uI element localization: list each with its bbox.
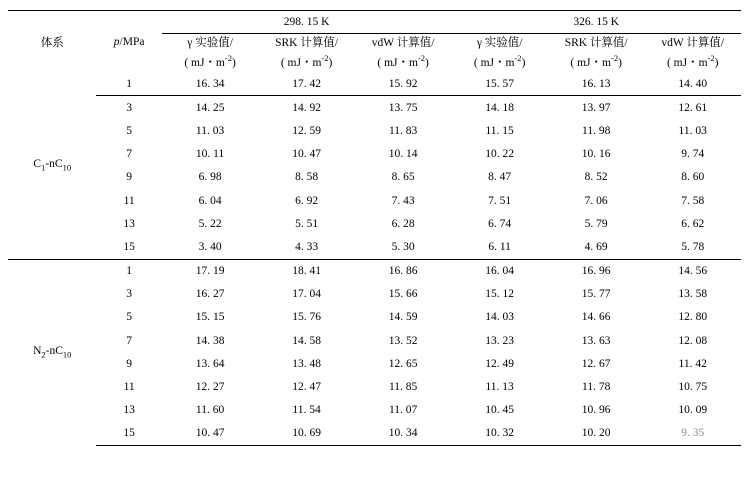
- table-row: [8, 143, 741, 166]
- header-label-line1: γ 实验值/: [476, 36, 523, 49]
- header-col-srk-326: [548, 34, 645, 73]
- cell-value: 10. 45: [485, 404, 515, 417]
- header-label-line2: ( mJ・$m^{-2}$): [473, 52, 526, 69]
- cell-value: 10. 69: [258, 422, 355, 446]
- cell-value: 14. 59: [388, 311, 418, 324]
- cell-value: 7. 51: [488, 194, 512, 207]
- cell-value: 8. 65: [391, 171, 415, 184]
- cell-value: 12. 59: [292, 124, 321, 137]
- cell-value: 8. 52: [584, 171, 608, 184]
- table-row: [8, 189, 741, 212]
- cell-value: 11. 42: [678, 357, 707, 370]
- cell-value: 10. 47: [162, 422, 259, 446]
- cell-pressure: 9: [126, 357, 133, 370]
- header-temp-group-2-label: 326. 15 K: [573, 16, 620, 28]
- header-temp-group-1-label: 298. 15 K: [283, 16, 330, 28]
- cell-value: 6. 28: [391, 217, 415, 230]
- header-label-line1: vdW 计算值/: [371, 36, 435, 49]
- cell-value: 5. 51: [295, 217, 319, 230]
- header-label-line2: ( mJ・$m^{-2}$): [377, 52, 429, 69]
- cell-value: 17. 19: [195, 265, 225, 278]
- cell-value: 6. 04: [198, 194, 222, 207]
- cell-value: 5. 78: [644, 235, 741, 259]
- cell-value: 14. 38: [195, 334, 225, 347]
- cell-value: 11. 03: [195, 124, 225, 137]
- cell-value: 9. 74: [681, 148, 705, 161]
- cell-value: 12. 27: [195, 381, 225, 394]
- header-label-line1: γ 实验值/: [187, 36, 233, 49]
- cell-value: 9. 35: [644, 422, 741, 446]
- cell-value: 15. 12: [485, 288, 515, 301]
- cell-value: 14. 58: [292, 334, 321, 347]
- cell-value: 14. 92: [292, 101, 321, 114]
- cell-value: 10. 75: [678, 381, 708, 394]
- table-row: [8, 306, 741, 329]
- cell-value: 4. 69: [548, 235, 645, 259]
- cell-value: 16. 34: [162, 72, 259, 96]
- cell-pressure: 1: [126, 265, 133, 278]
- cell-value: 17. 04: [292, 288, 321, 301]
- table-row: [8, 235, 741, 259]
- table-row: [8, 399, 741, 422]
- cell-value: 13. 64: [195, 357, 225, 370]
- header-col-srk-298: [258, 34, 355, 73]
- cell-pressure: 7: [126, 148, 133, 161]
- header-label-line1: SRK 计算值/: [564, 36, 628, 49]
- cell-value: 16. 04: [485, 265, 515, 278]
- header-col-gamma-exp-298: [162, 34, 259, 73]
- cell-value: 11. 85: [388, 381, 418, 394]
- cell-value: 8. 60: [681, 171, 705, 184]
- cell-value: 16. 96: [581, 265, 611, 278]
- cell-value: 14. 40: [644, 72, 741, 96]
- cell-value: 7. 06: [584, 194, 608, 207]
- header-system-label: 体系: [40, 36, 64, 49]
- cell-value: 18. 41: [292, 265, 321, 278]
- cell-value: 7. 58: [681, 194, 705, 207]
- table-row: [8, 283, 741, 306]
- cell-pressure: 15: [96, 235, 161, 259]
- cell-value: 15. 57: [451, 72, 548, 96]
- header-label-line2: ( mJ・$m^{-2}$): [280, 52, 333, 69]
- cell-value: 12. 67: [581, 357, 611, 370]
- cell-value: 13. 23: [485, 334, 515, 347]
- cell-value: 12. 08: [678, 334, 708, 347]
- cell-value: 6. 62: [681, 217, 705, 230]
- header-pressure-unit: /MPa: [119, 35, 145, 48]
- cell-value: 11. 78: [582, 381, 611, 394]
- cell-value: 4. 33: [258, 235, 355, 259]
- cell-value: 11. 98: [582, 124, 611, 137]
- table-row: [8, 166, 741, 189]
- header-temp-group-1: [162, 11, 452, 34]
- header-col-gamma-exp-326: [451, 34, 548, 73]
- cell-value: 8. 58: [295, 171, 319, 184]
- cell-value: 12. 47: [292, 381, 321, 394]
- cell-value: 10. 20: [548, 422, 645, 446]
- table-row: [8, 375, 741, 398]
- cell-value: 11. 15: [485, 124, 514, 137]
- cell-pressure: 11: [123, 381, 135, 394]
- cell-value: 6. 74: [488, 217, 512, 230]
- header-pressure-symbol: p: [113, 35, 120, 48]
- header-system-cell: [8, 11, 96, 73]
- cell-value: 6. 11: [451, 235, 548, 259]
- cell-value: 13. 97: [581, 101, 611, 114]
- cell-value: 11. 54: [292, 404, 321, 417]
- cell-value: 13. 63: [581, 334, 611, 347]
- cell-value: 14. 03: [485, 311, 515, 324]
- cell-value: 6. 98: [198, 171, 222, 184]
- cell-value: 14. 25: [195, 101, 225, 114]
- cell-value: 11. 60: [195, 404, 225, 417]
- cell-pressure: 3: [126, 288, 133, 301]
- cell-value: 15. 76: [292, 311, 321, 324]
- cell-value: 10. 34: [355, 422, 452, 446]
- cell-value: 11. 13: [485, 381, 514, 394]
- header-temp-group-2: [451, 11, 741, 34]
- system-name-2: $N_2-nC_{10}$: [33, 345, 72, 360]
- cell-value: 7. 43: [391, 194, 415, 207]
- cell-pressure: 5: [126, 311, 133, 324]
- header-label-line1: SRK 计算值/: [275, 36, 339, 49]
- cell-pressure: 1: [96, 72, 161, 96]
- cell-value: 11. 83: [388, 124, 418, 137]
- cell-pressure: 3: [126, 101, 133, 114]
- cell-value: 5. 22: [198, 217, 222, 230]
- cell-value: 16. 27: [195, 288, 225, 301]
- cell-value: 5. 30: [355, 235, 452, 259]
- cell-value: 13. 58: [678, 288, 708, 301]
- surface-tension-table: [8, 10, 741, 446]
- system-name-1: $C_1-nC_{10}$: [8, 72, 96, 259]
- cell-pressure: 13: [123, 404, 135, 417]
- header-col-vdw-326: [644, 34, 741, 73]
- header-col-vdw-298: [355, 34, 452, 73]
- table-row: [8, 72, 741, 96]
- cell-value: 10. 47: [292, 148, 321, 161]
- cell-value: 3. 40: [162, 235, 259, 259]
- cell-value: 12. 65: [388, 357, 418, 370]
- cell-value: 12. 80: [678, 311, 708, 324]
- cell-value: 11. 07: [388, 404, 418, 417]
- header-label-line2: ( mJ・$m^{-2}$): [570, 52, 622, 69]
- cell-value: 10. 22: [485, 148, 515, 161]
- cell-value: 12. 49: [485, 357, 515, 370]
- cell-value: 10. 09: [678, 404, 708, 417]
- table-row: [8, 422, 741, 446]
- table-row: [8, 352, 741, 375]
- cell-value: 14. 66: [581, 311, 611, 324]
- cell-value: 5. 79: [584, 217, 608, 230]
- cell-value: 14. 56: [678, 265, 708, 278]
- cell-value: 17. 42: [258, 72, 355, 96]
- cell-value: 10. 16: [581, 148, 611, 161]
- cell-pressure: 9: [126, 171, 133, 184]
- cell-pressure: 11: [123, 194, 135, 207]
- table-row: [8, 259, 741, 283]
- header-label-line1: vdW 计算值/: [661, 36, 725, 49]
- cell-value: 16. 86: [388, 265, 418, 278]
- cell-pressure: 15: [96, 422, 161, 446]
- table-row: [8, 96, 741, 120]
- table-row: [8, 212, 741, 235]
- cell-value: 6. 92: [295, 194, 319, 207]
- cell-value: 15. 66: [388, 288, 418, 301]
- cell-value: 10. 96: [581, 404, 611, 417]
- cell-value: 13. 52: [388, 334, 418, 347]
- header-label-line2: ( mJ・$m^{-2}$): [184, 52, 236, 69]
- cell-pressure: 13: [123, 217, 135, 230]
- cell-value: 13. 48: [292, 357, 321, 370]
- cell-value: 15. 77: [581, 288, 611, 301]
- cell-value: 10. 14: [388, 148, 418, 161]
- header-label-line2: ( mJ・$m^{-2}$): [666, 52, 719, 69]
- cell-value: 15. 15: [195, 311, 225, 324]
- cell-value: 15. 92: [355, 72, 452, 96]
- header-pressure-cell: [96, 11, 161, 73]
- header-group-row: [8, 11, 741, 34]
- cell-value: 11. 03: [678, 124, 707, 137]
- cell-value: 13. 75: [388, 101, 418, 114]
- cell-value: 10. 32: [451, 422, 548, 446]
- cell-value: 12. 61: [678, 101, 708, 114]
- cell-value: 8. 47: [488, 171, 512, 184]
- cell-value: 10. 11: [195, 148, 225, 161]
- table-row: [8, 329, 741, 352]
- cell-value: 16. 13: [548, 72, 645, 96]
- table-row: [8, 119, 741, 142]
- cell-pressure: 5: [126, 124, 133, 137]
- cell-value: 14. 18: [485, 101, 515, 114]
- cell-pressure: 7: [126, 334, 133, 347]
